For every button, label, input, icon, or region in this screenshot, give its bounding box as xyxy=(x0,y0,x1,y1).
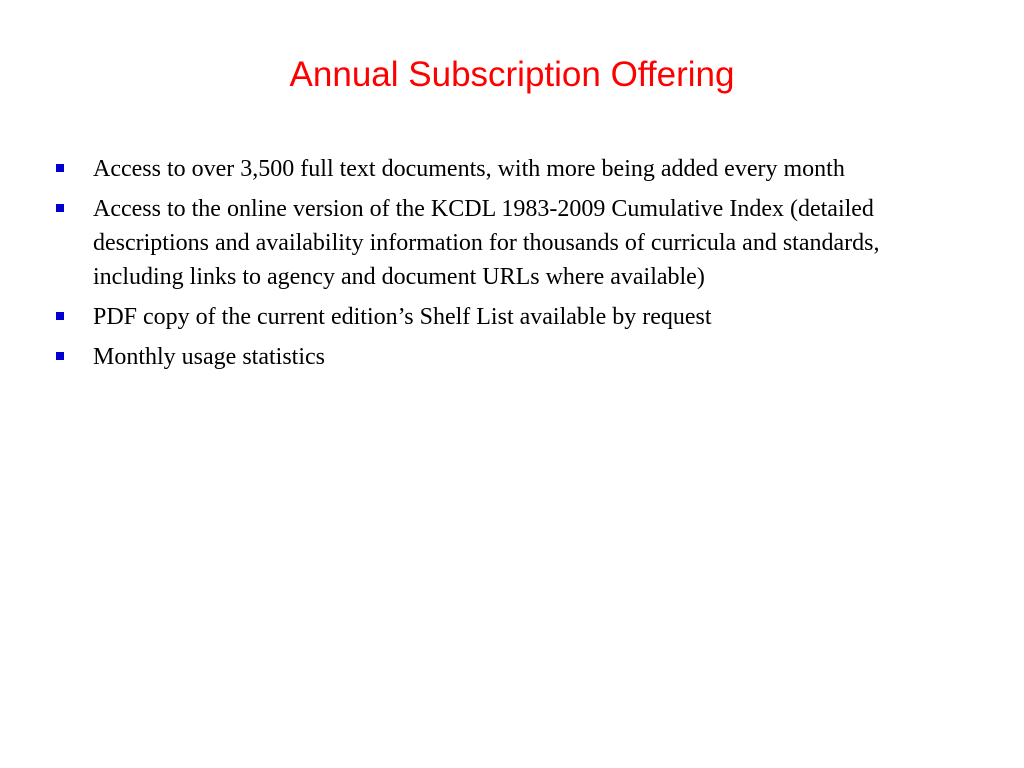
list-item xyxy=(56,152,966,186)
list-item xyxy=(56,340,966,374)
bullet-list xyxy=(56,152,966,380)
square-bullet-icon xyxy=(56,312,64,320)
list-item xyxy=(56,300,966,334)
bullet-text: Access to over 3,500 full text documents, with more being added every month xyxy=(93,156,845,182)
square-bullet-icon xyxy=(56,164,64,172)
square-bullet-icon xyxy=(56,204,64,212)
bullet-text: Access to the online version of the KCDL 1983-2009 Cumulative Index (detailed descriptions and availability information for thousands of curricula and standards, including links to agency and document URLs where available) xyxy=(93,196,880,290)
slide-title: Annual Subscription Offering xyxy=(289,55,735,94)
square-bullet-icon xyxy=(56,352,64,360)
bullet-text: PDF copy of the current edition’s Shelf List available by request xyxy=(93,304,712,330)
bullet-text: Monthly usage statistics xyxy=(93,344,325,370)
list-item xyxy=(56,192,966,294)
